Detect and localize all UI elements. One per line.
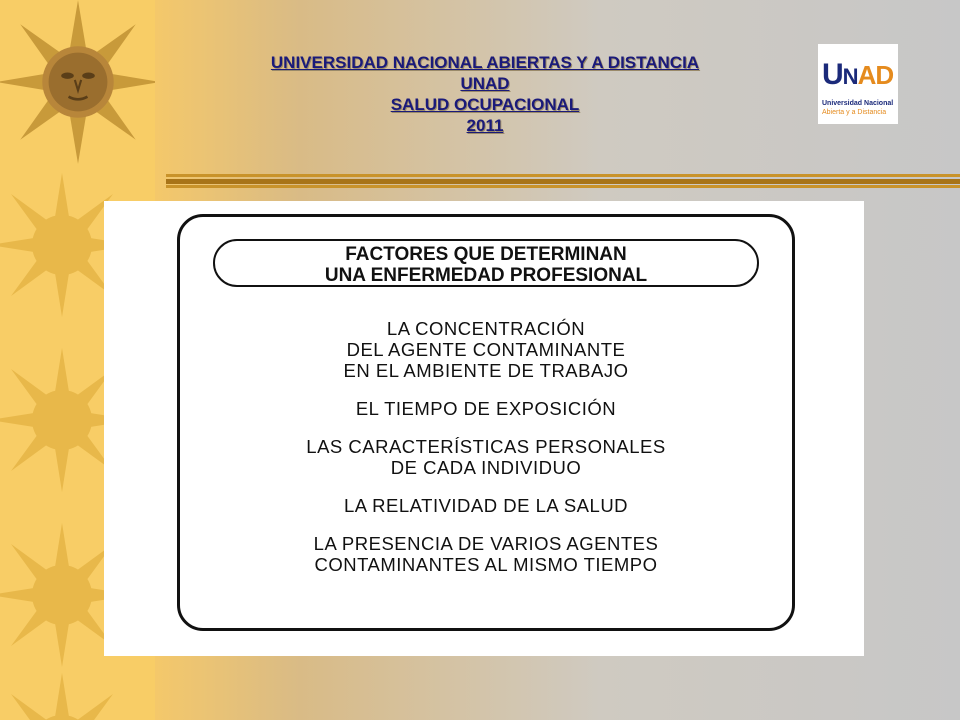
factor-line: LA PRESENCIA DE VARIOS AGENTES — [313, 533, 659, 554]
page-header — [180, 52, 790, 136]
gold-rule — [166, 172, 960, 192]
diagram-title-line-2: UNA ENFERMEDAD PROFESIONAL — [324, 265, 648, 286]
factor-concentration — [180, 318, 792, 381]
sun-face-icon — [0, 0, 155, 164]
factor-line: LAS CARACTERÍSTICAS PERSONALES — [306, 436, 666, 457]
university-name: UNIVERSIDAD NACIONAL ABIERTAS Y A DISTANCIA — [270, 53, 700, 72]
year: 2011 — [466, 116, 504, 135]
factor-list — [180, 318, 792, 592]
university-acronym: UNAD — [460, 74, 510, 93]
factor-multiple-agents — [180, 533, 792, 575]
factor-line: DEL AGENTE CONTAMINANTE — [346, 339, 626, 360]
factor-health-relativity — [180, 495, 792, 516]
diagram-panel — [104, 201, 864, 656]
unad-logo — [818, 44, 898, 124]
diagram-title — [213, 239, 759, 287]
program-name: SALUD OCUPACIONAL — [390, 95, 580, 114]
diagram-title-line-1: FACTORES QUE DETERMINAN — [345, 244, 627, 265]
logo-caption-1: Universidad Nacional — [822, 100, 894, 107]
logo-caption-2: Abierta y a Distancia — [822, 109, 887, 116]
factor-line: CONTAMINANTES AL MISMO TIEMPO — [314, 554, 658, 575]
factor-line: EN EL AMBIENTE DE TRABAJO — [343, 360, 629, 381]
factor-line: EL TIEMPO DE EXPOSICIÓN — [355, 398, 617, 419]
factor-personal-characteristics — [180, 436, 792, 478]
factor-exposure-time — [180, 398, 792, 419]
logo-wordmark: UNAD — [822, 58, 894, 91]
factor-line: LA RELATIVIDAD DE LA SALUD — [343, 495, 629, 516]
factor-line: DE CADA INDIVIDUO — [390, 457, 582, 478]
factor-line: LA CONCENTRACIÓN — [386, 318, 586, 339]
